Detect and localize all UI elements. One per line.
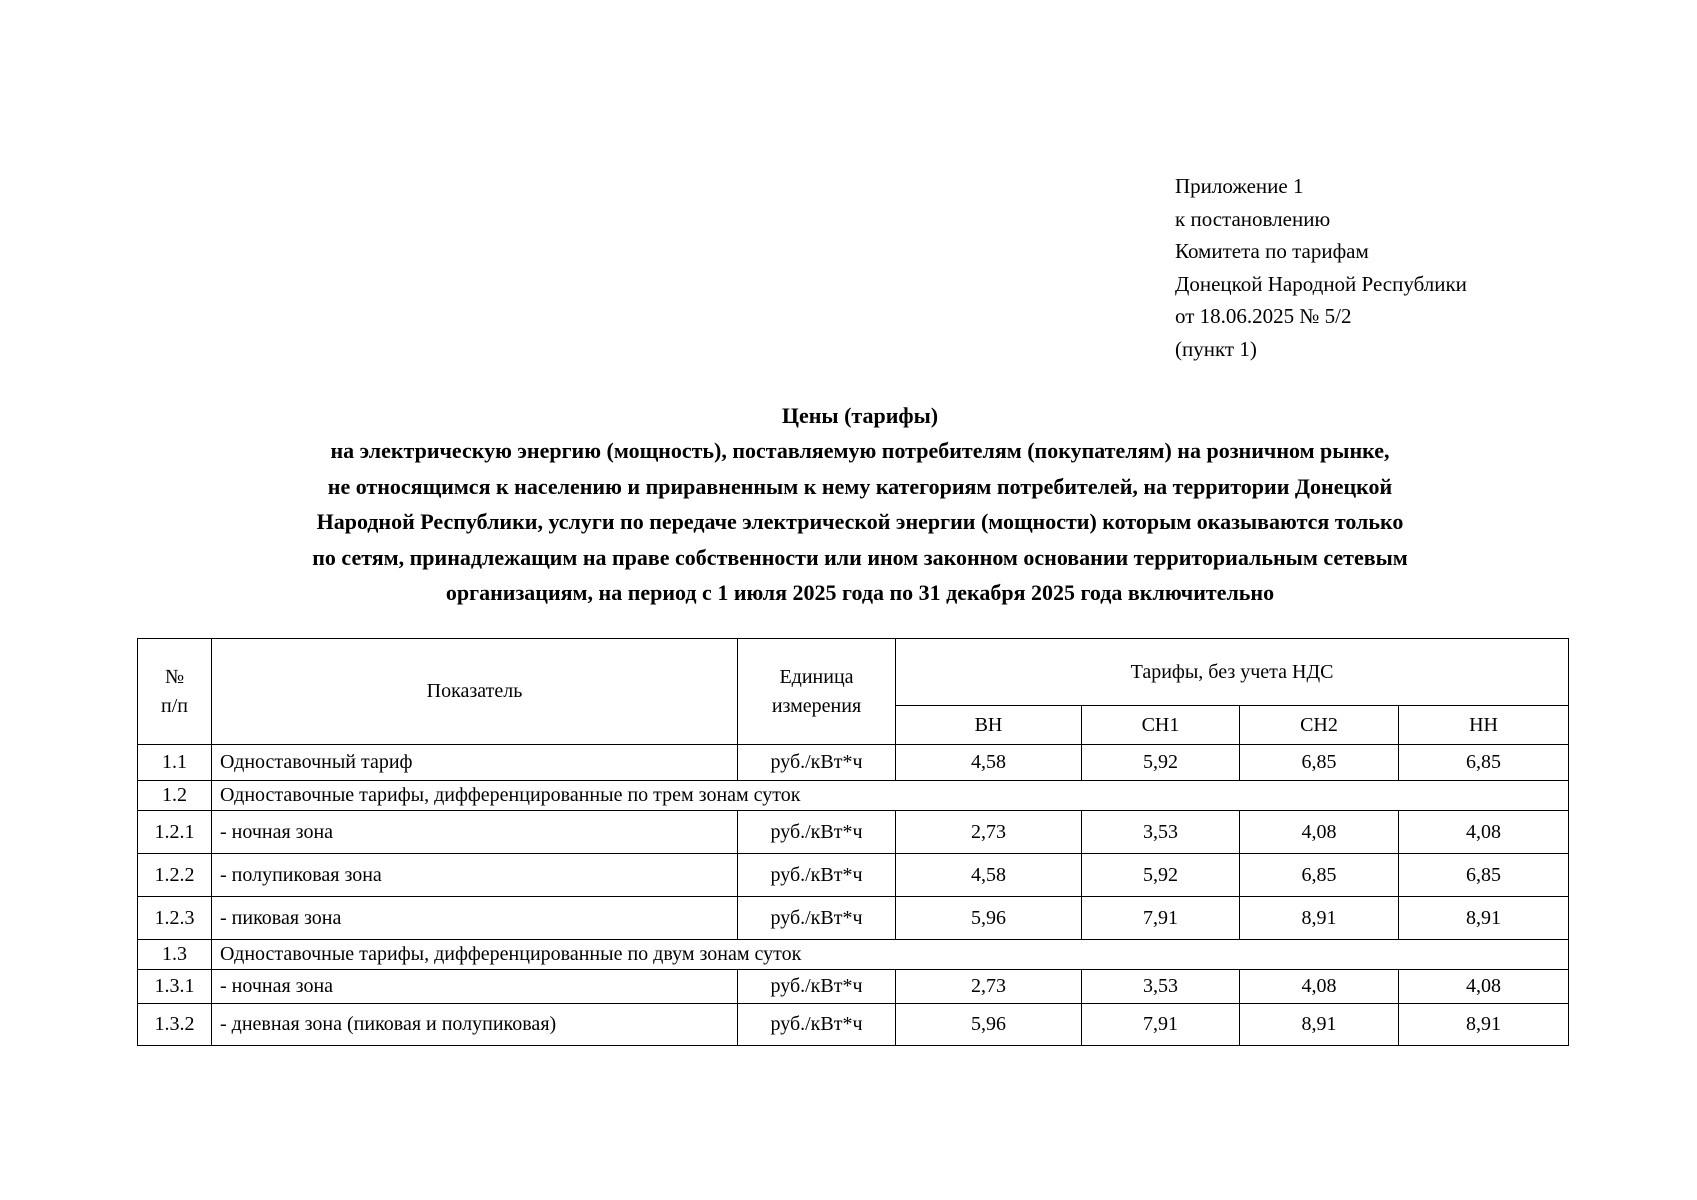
document-title bbox=[120, 398, 1600, 610]
row-unit: руб./кВт*ч bbox=[738, 811, 896, 854]
header-number-line1: № bbox=[164, 665, 185, 688]
row-value-nn: 6,85 bbox=[1399, 854, 1569, 897]
header-voltage-sn2: СН2 bbox=[1240, 706, 1399, 745]
tariff-table bbox=[137, 638, 1569, 1046]
row-number: 1.3 bbox=[138, 940, 212, 970]
appendix-line: Приложение 1 bbox=[1175, 174, 1304, 198]
row-value-nn: 6,85 bbox=[1399, 745, 1569, 781]
row-number: 1.2 bbox=[138, 781, 212, 811]
row-value-nn: 4,08 bbox=[1399, 970, 1569, 1004]
row-unit: руб./кВт*ч bbox=[738, 1004, 896, 1046]
row-value-nn: 8,91 bbox=[1399, 1004, 1569, 1046]
row-value-vn: 5,96 bbox=[896, 1004, 1082, 1046]
section-title: Одноставочные тарифы, дифференцированные по двум зонам суток bbox=[212, 940, 1569, 970]
table-row bbox=[138, 745, 1569, 781]
row-indicator: - ночная зона bbox=[212, 811, 738, 854]
appendix-line: от 18.06.2025 № 5/2 bbox=[1175, 304, 1352, 328]
title-line: по сетям, принадлежащим на праве собственности или ином законном основании территориальным сетевым bbox=[312, 544, 1408, 570]
header-tariffs: Тарифы, без учета НДС bbox=[896, 639, 1569, 706]
title-line: на электрическую энергию (мощность), поставляемую потребителям (покупателям) на розничном рынке, bbox=[330, 438, 1390, 464]
row-value-sn1: 7,91 bbox=[1082, 897, 1240, 940]
row-value-sn2: 4,08 bbox=[1240, 811, 1399, 854]
row-value-sn2: 8,91 bbox=[1240, 1004, 1399, 1046]
row-value-sn2: 6,85 bbox=[1240, 854, 1399, 897]
table-row bbox=[138, 1004, 1569, 1046]
row-unit: руб./кВт*ч bbox=[738, 854, 896, 897]
row-value-nn: 8,91 bbox=[1399, 897, 1569, 940]
header-number bbox=[138, 639, 212, 745]
row-value-sn1: 5,92 bbox=[1082, 854, 1240, 897]
table-row bbox=[138, 970, 1569, 1004]
row-indicator: - пиковая зона bbox=[212, 897, 738, 940]
row-number: 1.1 bbox=[138, 745, 212, 781]
row-value-vn: 4,58 bbox=[896, 745, 1082, 781]
row-number: 1.3.1 bbox=[138, 970, 212, 1004]
row-number: 1.2.2 bbox=[138, 854, 212, 897]
header-voltage-nn: НН bbox=[1399, 706, 1569, 745]
appendix-line: Донецкой Народной Республики bbox=[1175, 271, 1467, 296]
row-indicator: - полупиковая зона bbox=[212, 854, 738, 897]
title-line: не относящимся к населению и приравненным к нему категориям потребителей, на территории Донецкой bbox=[327, 473, 1393, 499]
header-indicator: Показатель bbox=[212, 639, 738, 745]
table-row bbox=[138, 897, 1569, 940]
title-line: Народной Республики, услуги по передаче электрической энергии (мощности) которым оказываются только bbox=[316, 509, 1404, 535]
row-indicator: - ночная зона bbox=[212, 970, 738, 1004]
row-unit: руб./кВт*ч bbox=[738, 970, 896, 1004]
section-row bbox=[138, 781, 1569, 811]
header-unit bbox=[738, 639, 896, 745]
title-line: организациям, на период с 1 июля 2025 года по 31 декабря 2025 года включительно bbox=[445, 580, 1275, 606]
row-number: 1.2.3 bbox=[138, 897, 212, 940]
header-row bbox=[138, 639, 1569, 706]
header-number-line2: п/п bbox=[161, 694, 188, 717]
row-unit: руб./кВт*ч bbox=[738, 897, 896, 940]
appendix-line: к постановлению bbox=[1175, 206, 1331, 231]
table-row bbox=[138, 811, 1569, 854]
header-unit-line1: Единица bbox=[779, 665, 854, 688]
row-unit: руб./кВт*ч bbox=[738, 745, 896, 781]
row-number: 1.3.2 bbox=[138, 1004, 212, 1046]
row-value-sn2: 6,85 bbox=[1240, 745, 1399, 781]
row-value-nn: 4,08 bbox=[1399, 811, 1569, 854]
row-value-vn: 2,73 bbox=[896, 970, 1082, 1004]
title-line: Цены (тарифы) bbox=[781, 403, 939, 428]
header-voltage-sn1: СН1 bbox=[1082, 706, 1240, 745]
row-value-sn2: 8,91 bbox=[1240, 897, 1399, 940]
row-value-vn: 2,73 bbox=[896, 811, 1082, 854]
row-value-sn1: 3,53 bbox=[1082, 811, 1240, 854]
section-row bbox=[138, 940, 1569, 970]
row-value-sn1: 5,92 bbox=[1082, 745, 1240, 781]
appendix-line: Комитета по тарифам bbox=[1175, 239, 1369, 263]
row-value-sn1: 7,91 bbox=[1082, 1004, 1240, 1046]
row-number: 1.2.1 bbox=[138, 811, 212, 854]
row-value-sn1: 3,53 bbox=[1082, 970, 1240, 1004]
table-row bbox=[138, 854, 1569, 897]
row-value-vn: 4,58 bbox=[896, 854, 1082, 897]
row-indicator: Одноставочный тариф bbox=[212, 745, 738, 781]
header-voltage-vn: ВН bbox=[896, 706, 1082, 745]
appendix-line: (пункт 1) bbox=[1175, 336, 1257, 361]
row-value-vn: 5,96 bbox=[896, 897, 1082, 940]
row-indicator: - дневная зона (пиковая и полупиковая) bbox=[212, 1004, 738, 1046]
section-title: Одноставочные тарифы, дифференцированные по трем зонам суток bbox=[212, 781, 1569, 811]
row-value-sn2: 4,08 bbox=[1240, 970, 1399, 1004]
appendix-reference bbox=[1175, 170, 1467, 365]
header-unit-line2: измерения bbox=[771, 694, 862, 717]
